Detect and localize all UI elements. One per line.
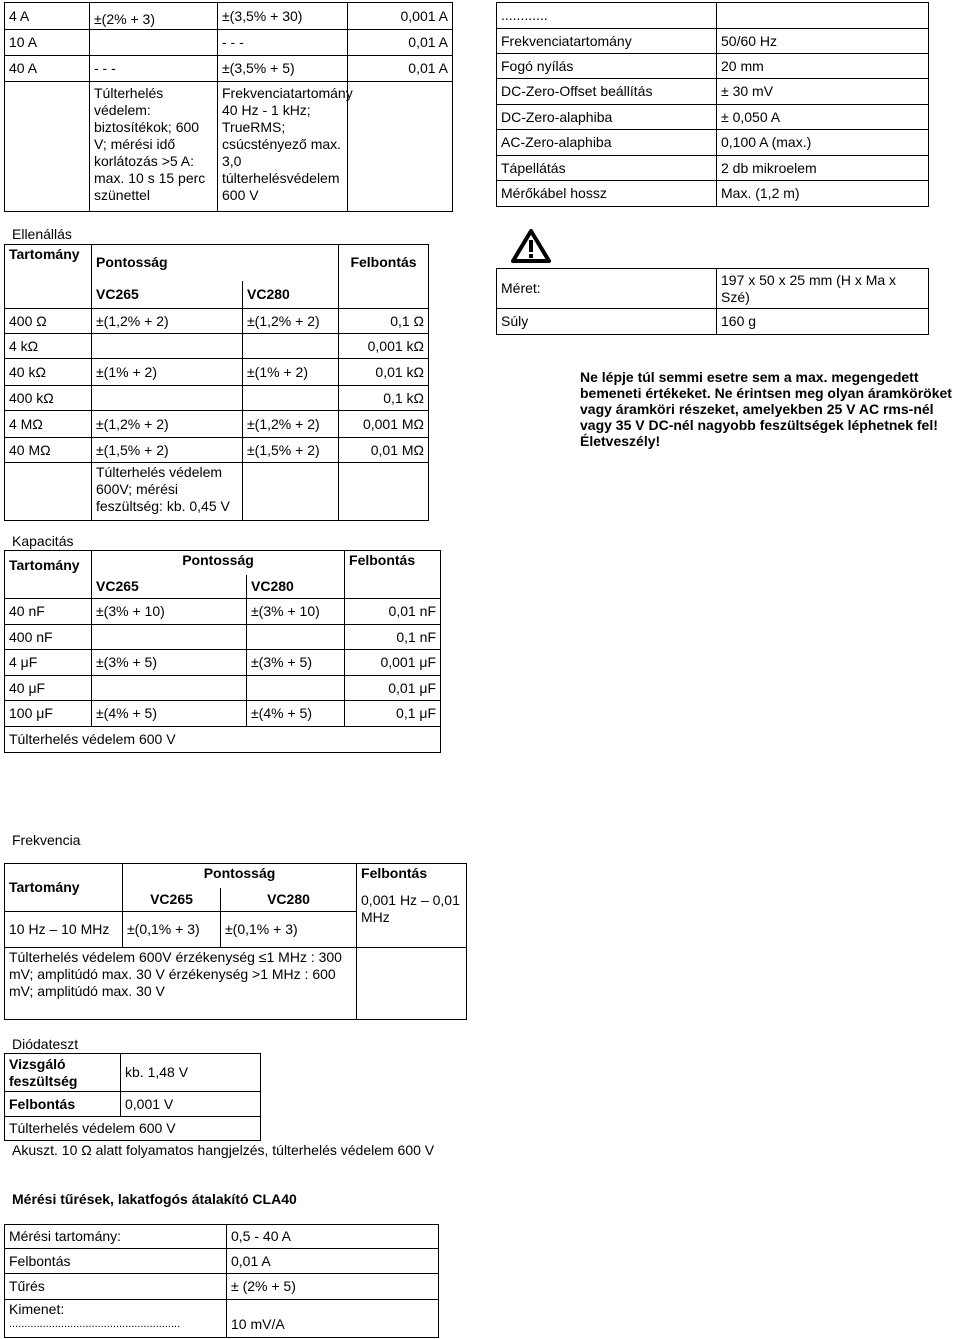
cell: 100 μF (5, 701, 92, 727)
cell (5, 82, 90, 212)
cell: ............ (497, 3, 717, 29)
cell: ±(1,2% + 2) (92, 309, 243, 334)
cell: 40 nF (5, 599, 92, 625)
cell: ±(3% + 5) (92, 650, 247, 676)
cell (247, 676, 345, 701)
frequency-title: Frekvencia (12, 832, 81, 848)
vc265-header: VC265 (123, 888, 221, 912)
resolution-label: Felbontás (5, 1092, 121, 1117)
frequency-resolution: 0,001 Hz – 0,01 MHz (357, 888, 467, 948)
cell: 0,1 μF (345, 701, 441, 727)
cell: 0,1 Ω (339, 309, 429, 334)
cell: ±(2% + 3) (90, 3, 218, 30)
cell: 0,01 MΩ (339, 438, 429, 463)
cell: Fogó nyílás (497, 54, 717, 79)
test-voltage-value: kb. 1,48 V (121, 1054, 261, 1092)
size-label: Méret: (497, 269, 717, 309)
cell: DC-Zero-alaphiba (497, 105, 717, 130)
diode-title: Diódateszt (12, 1036, 79, 1052)
cell: 4 kΩ (5, 334, 92, 359)
cell (717, 3, 929, 29)
cell: 0,01 kΩ (339, 359, 429, 386)
capacitance-table (4, 550, 441, 753)
overload-note: Túlterhelés védelem: biztosítékok; 600 V; mérési idő korlátozás >5 A: max. 10 s 15 perc szünettel (90, 82, 218, 212)
cell: Tűrés (5, 1274, 227, 1300)
warning-icon (510, 228, 552, 267)
accuracy-header: Pontosság (92, 245, 339, 281)
cell: 0,001 MΩ (339, 411, 429, 438)
accuracy-header: Pontosság (92, 551, 345, 575)
cell (345, 575, 441, 599)
cell: ± (2% + 5) (227, 1274, 439, 1300)
weight-label: Súly (497, 309, 717, 335)
cell: 50/60 Hz (717, 29, 929, 54)
cell: ±(0,1% + 3) (123, 912, 221, 948)
output-label: Kimenet: (9, 1301, 65, 1317)
cell: 20 mm (717, 54, 929, 79)
cell: ±(3,5% + 5) (218, 56, 348, 82)
accuracy-header: Pontosság (123, 864, 357, 888)
cell: 0,01 A (348, 30, 453, 56)
cell: Frekvenciatartomány (497, 29, 717, 54)
resolution-header: Felbontás (357, 864, 467, 888)
cell: 0,100 A (max.) (717, 130, 929, 156)
cell: ±(1,2% + 2) (243, 309, 339, 334)
range-header: Tartomány (5, 245, 92, 309)
cell: ±(0,1% + 3) (221, 912, 357, 948)
cell: Felbontás (5, 1249, 227, 1274)
cell: 0,5 - 40 A (227, 1225, 439, 1249)
diode-note: Túlterhelés védelem 600 V (5, 1117, 261, 1141)
range-header: Tartomány (5, 864, 123, 912)
cell: Tápellátás (497, 156, 717, 181)
cell: ±(1,2% + 2) (92, 411, 243, 438)
cell: 0,1 nF (345, 625, 441, 650)
cell (339, 281, 429, 309)
safety-warning: Ne lépje túl semmi esetre sem a max. megengedett bemeneti értékeket. Ne érintsen meg olyan áramköröket vagy áramköri részeket, amelyekben 25 V AC rms-nél vagy 35 V DC-nél nagyobb feszültségek léphetnek fel! Életveszély! (580, 369, 952, 449)
cell: 40 kΩ (5, 359, 92, 386)
cell: 40 MΩ (5, 438, 92, 463)
cell (5, 463, 92, 521)
cell (90, 30, 218, 56)
cell: ±(1,5% + 2) (243, 438, 339, 463)
capacitance-note: Túlterhelés védelem 600 V (5, 727, 441, 753)
cell: ±(1% + 2) (243, 359, 339, 386)
cell: 0,001 kΩ (339, 334, 429, 359)
cell: - - - (90, 56, 218, 82)
cell (357, 948, 467, 1020)
cell: - - - (218, 30, 348, 56)
cell: 0,1 kΩ (339, 386, 429, 411)
capacitance-title: Kapacitás (12, 533, 74, 549)
vc280-header: VC280 (243, 281, 339, 309)
cell: ± 30 mV (717, 79, 929, 105)
cell: 0,001 A (348, 3, 453, 30)
range-header: Tartomány (5, 551, 92, 599)
cell: DC-Zero-Offset beállítás (497, 79, 717, 105)
frequency-note: Túlterhelés védelem 600V érzékenység ≤1 MHz : 300 mV; amplitúdó max. 30 V érzékenység >1 MHz : 600 mV; amplitúdó max. 30 V (5, 948, 357, 1020)
specs-table (496, 2, 929, 207)
weight-value: 160 g (717, 309, 929, 335)
resolution-header: Felbontás (345, 551, 441, 575)
clamp-title: Mérési tűrések, lakatfogós átalakító CLA40 (12, 1191, 297, 1207)
cell (92, 625, 247, 650)
vc265-header: VC265 (92, 575, 247, 599)
dimensions-table (496, 268, 929, 335)
resolution-value: 0,001 V (121, 1092, 261, 1117)
cell: ±(3,5% + 30) (218, 3, 348, 30)
cell (348, 82, 453, 212)
current-table (4, 2, 453, 212)
cell (243, 334, 339, 359)
output-cell (5, 1300, 227, 1338)
cell: 400 nF (5, 625, 92, 650)
acoustic-note: Akuszt. 10 Ω alatt folyamatos hangjelzés, túlterhelés védelem 600 V (12, 1142, 435, 1158)
cell: ±(4% + 5) (92, 701, 247, 727)
cell: ± 0,050 A (717, 105, 929, 130)
cell: 10 Hz – 10 MHz (5, 912, 123, 948)
cell: 400 Ω (5, 309, 92, 334)
resistance-table (4, 244, 429, 521)
vc280-header: VC280 (221, 888, 357, 912)
cell (243, 463, 339, 521)
cell: 2 db mikroelem (717, 156, 929, 181)
cell: ±(1% + 2) (92, 359, 243, 386)
cell: Mérési tartomány: (5, 1225, 227, 1249)
cell: 4 μF (5, 650, 92, 676)
cell: ±(3% + 10) (247, 599, 345, 625)
diode-table (4, 1053, 261, 1141)
vc280-header: VC280 (247, 575, 345, 599)
clamp-table (4, 1224, 439, 1338)
cell: 0,001 μF (345, 650, 441, 676)
frequency-note: Frekvenciatartomány 40 Hz - 1 kHz; TrueRMS; csúcstényező max. 3,0 túlterhelésvédelem 600 V (218, 82, 348, 212)
cell (92, 334, 243, 359)
vc265-header: VC265 (92, 281, 243, 309)
size-value: 197 x 50 x 25 mm (H x Ma x Szé) (717, 269, 929, 309)
cell: ±(3% + 10) (92, 599, 247, 625)
cell (339, 463, 429, 521)
test-voltage-label: Vizsgáló feszültség (5, 1054, 121, 1092)
cell: Mérőkábel hossz (497, 181, 717, 207)
cell: 40 A (5, 56, 90, 82)
cell: AC-Zero-alaphiba (497, 130, 717, 156)
cell: ±(1,5% + 2) (92, 438, 243, 463)
cell: 400 kΩ (5, 386, 92, 411)
cell (243, 386, 339, 411)
cell: ±(3% + 5) (247, 650, 345, 676)
cell: Max. (1,2 m) (717, 181, 929, 207)
cell: ±(1,2% + 2) (243, 411, 339, 438)
resolution-header: Felbontás (339, 245, 429, 281)
cell: 10 A (5, 30, 90, 56)
cell: 0,01 A (227, 1249, 439, 1274)
cell (92, 676, 247, 701)
output-value: 10 mV/A (227, 1300, 439, 1338)
cell: 0,01 A (348, 56, 453, 82)
cell: 0,01 nF (345, 599, 441, 625)
resistance-note: Túlterhelés védelem 600V; mérési feszültség: kb. 0,45 V (92, 463, 243, 521)
cell: ±(4% + 5) (247, 701, 345, 727)
cell (92, 386, 243, 411)
cell (247, 625, 345, 650)
cell: 40 μF (5, 676, 92, 701)
cell: 0,01 μF (345, 676, 441, 701)
frequency-table (4, 863, 467, 1020)
resistance-title: Ellenállás (12, 226, 72, 242)
output-dots: ........................................................ (9, 1318, 181, 1330)
cell: 4 MΩ (5, 411, 92, 438)
cell: 4 A (5, 3, 90, 30)
